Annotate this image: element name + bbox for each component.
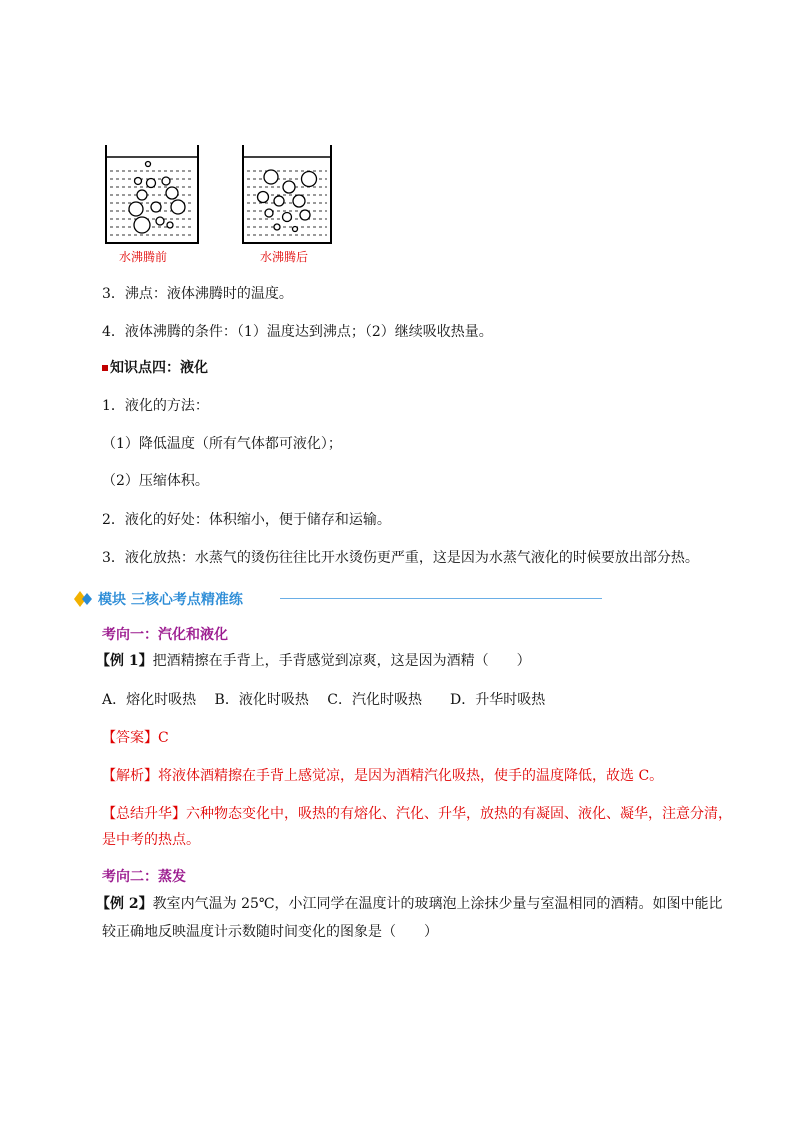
example-1-summary (102, 804, 732, 824)
module-divider (280, 598, 602, 599)
diamond-icon (74, 591, 94, 607)
section-4-item-1a: （1）降低温度（所有气体都可液化）； (102, 436, 342, 452)
summary-tag: 【总结升华】 (102, 806, 186, 822)
summary-line-1: 六种物态变化中，吸热的有熔化、汽化、升华，放热的有凝固、液化、凝华，注意分清， (186, 806, 732, 822)
beaker-before-label: 水沸腾前 (119, 250, 168, 264)
module-title: 模块 三核心考点精准练 (98, 592, 243, 608)
boiling-point-item-3: 3．沸点：液体沸腾时的温度。 (102, 286, 293, 302)
beaker-after-drawing (241, 143, 333, 245)
beaker-after-label: 水沸腾后 (260, 250, 309, 264)
beaker-before-drawing (104, 143, 200, 245)
example-1-answer (102, 728, 169, 748)
example-2-line-1: 教室内气温为 25℃，小江同学在温度计的玻璃泡上涂抹少量与室温相同的酒精。如图中能比 (152, 896, 723, 912)
beaker-after-figure (241, 143, 333, 245)
example-2-tag: 【例 2】 (96, 896, 153, 912)
answer-tag: 【答案】 (102, 730, 158, 746)
example-1-text: 把酒精擦在手背上，手背感觉到凉爽，这是因为酒精（ ） (152, 653, 531, 669)
example-1-analysis (102, 766, 663, 786)
section-4-item-3: 3．液化放热：水蒸气的烫伤往往比开水烫伤更严重，这是因为水蒸气液化的时候要放出部分热。 (102, 550, 699, 566)
module-header (74, 588, 604, 610)
example-2 (96, 894, 723, 914)
answer-value: C (158, 730, 169, 746)
example-2-line-2: 较正确地反映温度计示数随时间变化的图象是（ ） (102, 924, 438, 940)
direction-2-heading: 考向二：蒸发 (102, 869, 186, 885)
example-1 (96, 651, 531, 671)
section-4-item-1b: （2）压缩体积。 (102, 473, 209, 489)
section-4-item-1: 1．液化的方法： (102, 398, 209, 414)
heading-marker-icon (102, 365, 108, 371)
beaker-before-figure (104, 143, 200, 245)
section-4-item-2: 2．液化的好处：体积缩小，便于储存和运输。 (102, 512, 391, 528)
analysis-text: 将液体酒精擦在手背上感觉凉，是因为酒精汽化吸热，使手的温度降低，故选 C。 (158, 768, 664, 784)
section-4-heading (102, 358, 208, 378)
section-4-heading-text: 知识点四：液化 (110, 360, 208, 376)
example-1-summary-line-2: 是中考的热点。 (102, 832, 200, 848)
example-1-tag: 【例 1】 (96, 653, 153, 669)
direction-1-heading: 考向一：汽化和液化 (102, 627, 228, 643)
analysis-tag: 【解析】 (102, 768, 158, 784)
example-1-options: A．熔化时吸热 B．液化时吸热 C．汽化时吸热 D．升华时吸热 (102, 692, 546, 708)
boiling-point-item-4: 4．液体沸腾的条件：（1）温度达到沸点；（2）继续吸收热量。 (102, 324, 493, 340)
